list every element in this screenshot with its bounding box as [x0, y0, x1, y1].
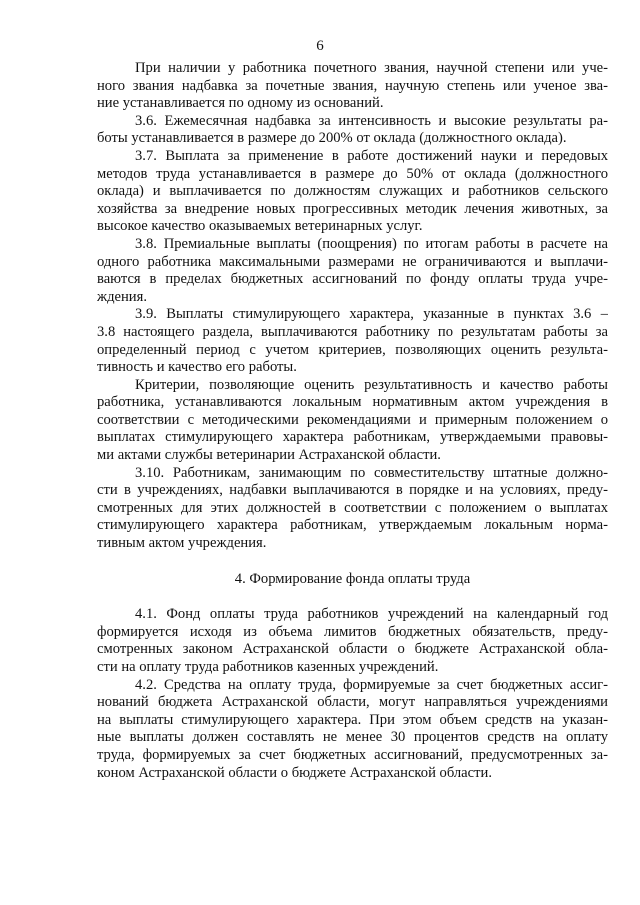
- text-line: Критерии, позволяющие оценить результативность и качество работы: [135, 376, 608, 393]
- text-line: 4.2. Средства на оплату труда, формируемые за счет бюджетных ассиг-: [135, 676, 608, 693]
- text-line: одного работника максимальными размерами не ограничиваются и выплачи-: [97, 253, 608, 270]
- text-line: нований бюджета Астраханской области, могут направляться учреждениями: [97, 694, 608, 711]
- text-line: При наличии у работника почетного звания, научной степени или уче-: [135, 60, 608, 76]
- text-line: 3.8 настоящего раздела, выплачиваются работнику по результатам работы за: [97, 323, 608, 340]
- text-line: ние устанавливается по одному из оснований.: [97, 95, 384, 112]
- text-line: на выплаты стимулирующего характера. При этом объем средств на указан-: [97, 711, 608, 728]
- text-line: хозяйства за внедрение новых прогрессивных методик лечения животных, за: [97, 200, 608, 217]
- text-line: коном Астраханской области о бюджете Астраханской области.: [97, 764, 492, 781]
- text-line: стимулирующего характера работникам, утверждаемым локальным норма-: [97, 517, 608, 534]
- text-line: 3.10. Работникам, занимающим по совместительству штатные должно-: [135, 464, 608, 481]
- text-line: сти в учреждениях, надбавки выплачиваются в порядке и на условиях, преду-: [97, 482, 608, 499]
- text-line: соответствии с методическими рекомендациями и примерным положением о: [97, 411, 608, 428]
- text-line: труда, формируемых за счет бюджетных ассигнований, предусмотренных за-: [97, 746, 608, 763]
- text-line: ждения.: [97, 288, 147, 305]
- section-heading: 4. Формирование фонда оплаты труда: [234, 570, 471, 587]
- text-line: ми актами службы ветеринарии Астраханской области.: [97, 447, 441, 464]
- text-line: 4.1. Фонд оплаты труда работников учреждений на календарный год: [135, 606, 608, 623]
- text-line: ные выплаты должен составлять не менее 30 процентов средств на оплату: [97, 729, 608, 746]
- text-line: 3.7. Выплата за применение в работе достижений науки и передовых: [135, 147, 608, 164]
- text-line: ваются в пределах бюджетных ассигнований по фонду оплаты труда учре-: [97, 271, 608, 288]
- document-body: [97, 60, 608, 782]
- text-line: выплатах стимулирующего характера работникам, утверждаемыми правовы-: [97, 429, 608, 446]
- text-line: 3.6. Ежемесячная надбавка за интенсивность и высокие результаты ра-: [135, 112, 608, 129]
- text-line: высокое качество оказываемых ветеринарных услуг.: [97, 218, 423, 235]
- text-line: боты устанавливается в размере до 200% от оклада (должностного оклада).: [97, 130, 567, 147]
- text-line: 3.8. Премиальные выплаты (поощрения) по итогам работы в расчете на: [135, 235, 608, 252]
- text-line: тивность и качество его работы.: [97, 359, 297, 376]
- text-line: 3.9. Выплаты стимулирующего характера, указанные в пунктах 3.6 –: [135, 306, 608, 323]
- text-line: определенный период с учетом критериев, позволяющих оценить результа-: [97, 341, 608, 358]
- page-number: 6: [316, 38, 324, 54]
- text-line: ного звания надбавка за почетные звания, научную степень или ученое зва-: [97, 77, 608, 94]
- text-line: работника, устанавливаются локальным нормативным актом учреждения в: [97, 394, 608, 411]
- text-line: тивным актом учреждения.: [97, 535, 267, 552]
- text-line: сти на оплату труда работников казенных учреждений.: [97, 659, 439, 675]
- text-line: смотренных для этих должностей в соответствии с положением о выплатах: [97, 499, 608, 516]
- text-line: методов труда устанавливается в размере до 50% от оклада (должностного: [97, 165, 608, 182]
- text-line: смотренных законом Астраханской области о бюджете Астраханской обла-: [97, 641, 608, 658]
- text-line: оклада) и выплачивается по должностям служащих и работников сельского: [97, 183, 608, 200]
- text-line: формируется исходя из объема лимитов бюджетных обязательств, преду-: [97, 623, 608, 640]
